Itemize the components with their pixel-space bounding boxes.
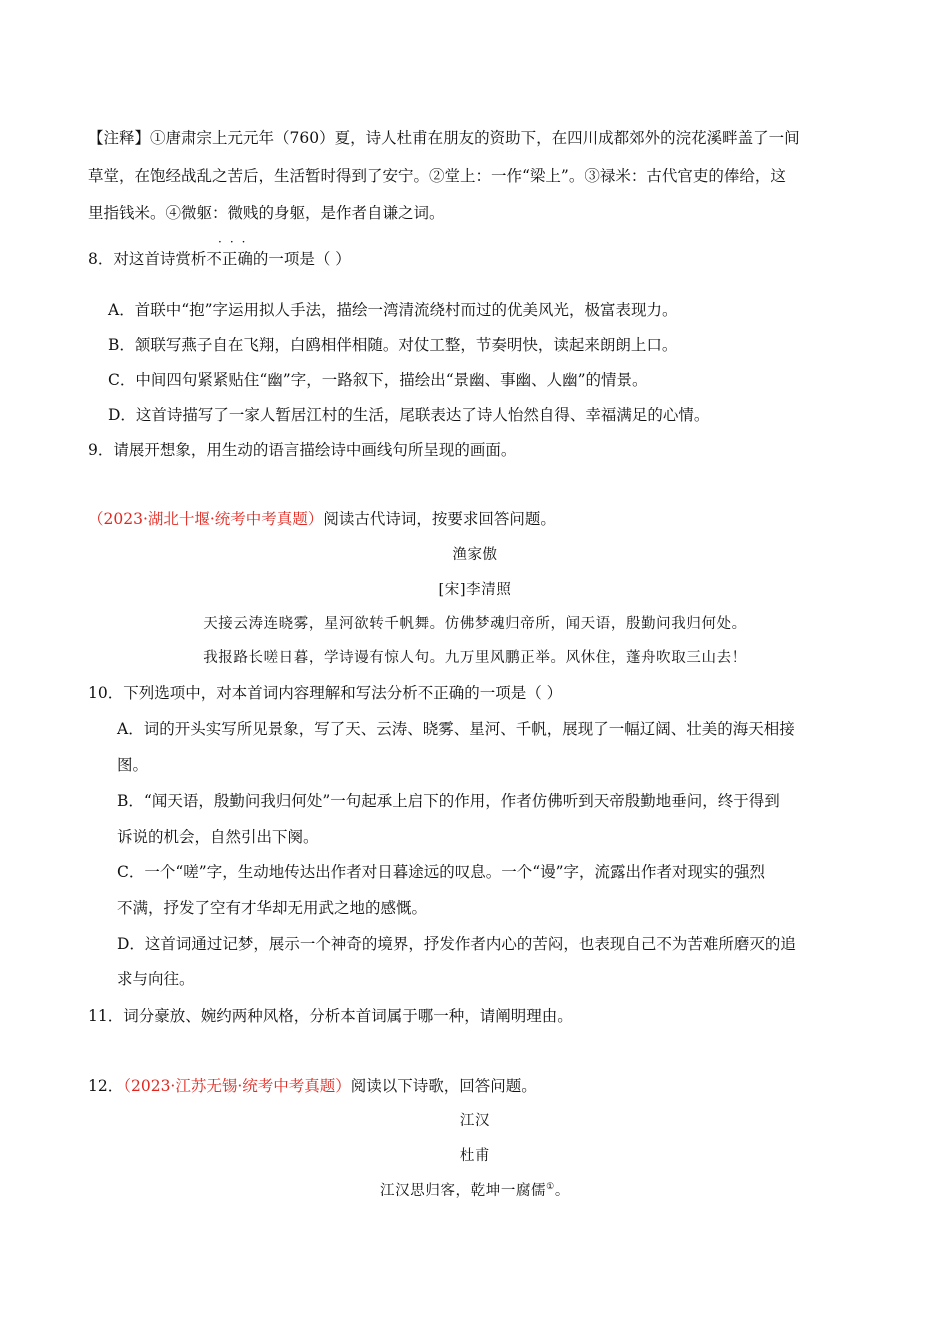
question-8-stem: 8．对这首诗赏析不正确的一项是（ ）	[88, 250, 351, 268]
poem-line-2: 我报路长嗟日暮，学诗谩有惊人句。九万里风鹏正举。风休住，蓬舟吹取三山去！	[203, 650, 747, 666]
option-8c: C．中间四句紧紧贴住“幽”字，一路叙下，描绘出“景幽、事幽、人幽”的情景。	[108, 371, 648, 389]
option-10c-line-1: C．一个“嗟”字，生动地传达出作者对日暮途远的叹息。一个“谩”字，流露出作者对现实的强烈	[117, 863, 766, 881]
option-10d-line-2: 求与向往。	[117, 970, 195, 988]
poem-2-title: 江汉	[459, 1113, 491, 1129]
option-10a-line-2: 图。	[117, 756, 149, 774]
note-line-2: 草堂，在饱经战乱之苦后，生活暂时得到了安宁。②堂上：一作“梁上”。③禄米：古代官吏的俸给，这	[88, 167, 786, 185]
exam-source-label: （2023·湖北十堰·统考中考真题）	[88, 510, 324, 528]
note-line-1: 【注释】①唐肃宗上元元年（760）夏，诗人杜甫在朋友的资助下，在四川成都郊外的浣花溪畔盖了一间	[88, 129, 800, 147]
emphasis-dots: ···	[218, 235, 254, 249]
section-intro: 阅读古代诗词，按要求回答问题。	[323, 510, 556, 528]
poem-line-1: 天接云涛连晓雾，星河欲转千帆舞。仿佛梦魂归帝所，闻天语，殷勤问我归何处。	[203, 616, 747, 632]
question-11-stem: 11．词分豪放、婉约两种风格，分析本首词属于哪一种，请阐明理由。	[88, 1007, 573, 1025]
poem-2-author: 杜甫	[459, 1148, 491, 1164]
note-line-3: 里指钱米。④微躯：微贱的身躯，是作者自谦之词。	[88, 204, 445, 222]
option-10d-line-1: D．这首词通过记梦，展示一个神奇的境界，抒发作者内心的苦闷，也表现自己不为苦难所磨灭的追	[117, 935, 796, 953]
poem-author: [宋]李清照	[438, 582, 512, 598]
option-8d: D．这首诗描写了一家人暂居江村的生活，尾联表达了诗人怡然自得、幸福满足的心情。	[108, 406, 710, 424]
question-10-stem: 10．下列选项中，对本首词内容理解和写法分析不正确的一项是（ ）	[88, 684, 563, 702]
question-9-stem: 9．请展开想象，用生动的语言描绘诗中画线句所呈现的画面。	[88, 441, 517, 459]
option-10a-line-1: A．词的开头实写所见景象，写了天、云涛、晓雾、星河、千帆，展现了一幅辽阔、壮美的海天相接	[117, 720, 795, 738]
question-12-intro: 阅读以下诗歌，回答问题。	[350, 1077, 537, 1095]
question-12-number: 12．	[88, 1077, 124, 1095]
option-10c-line-2: 不满，抒发了空有才华却无用武之地的感慨。	[117, 899, 428, 917]
option-8b: B．颔联写燕子自在飞翔，白鸥相伴相随。对仗工整，节奏明快，读起来朗朗上口。	[108, 336, 678, 354]
option-10b-line-1: B．“闻天语，殷勤问我归何处”一句起承上启下的作用，作者仿佛听到天帝殷勤地垂问，终于得到	[117, 792, 780, 810]
poem-2-line-1: 江汉思归客，乾坤一腐儒①。	[380, 1182, 570, 1199]
exam-source-label-2: （2023·江苏无锡·统考中考真题）	[123, 1077, 351, 1095]
footnote-marker: ①	[546, 1182, 555, 1193]
option-8a: A．首联中“抱”字运用拟人手法，描绘一湾清流绕村而过的优美风光，极富表现力。	[108, 301, 678, 319]
option-10b-line-2: 诉说的机会，自然引出下阕。	[117, 828, 319, 846]
poem-title: 渔家傲	[452, 547, 498, 563]
